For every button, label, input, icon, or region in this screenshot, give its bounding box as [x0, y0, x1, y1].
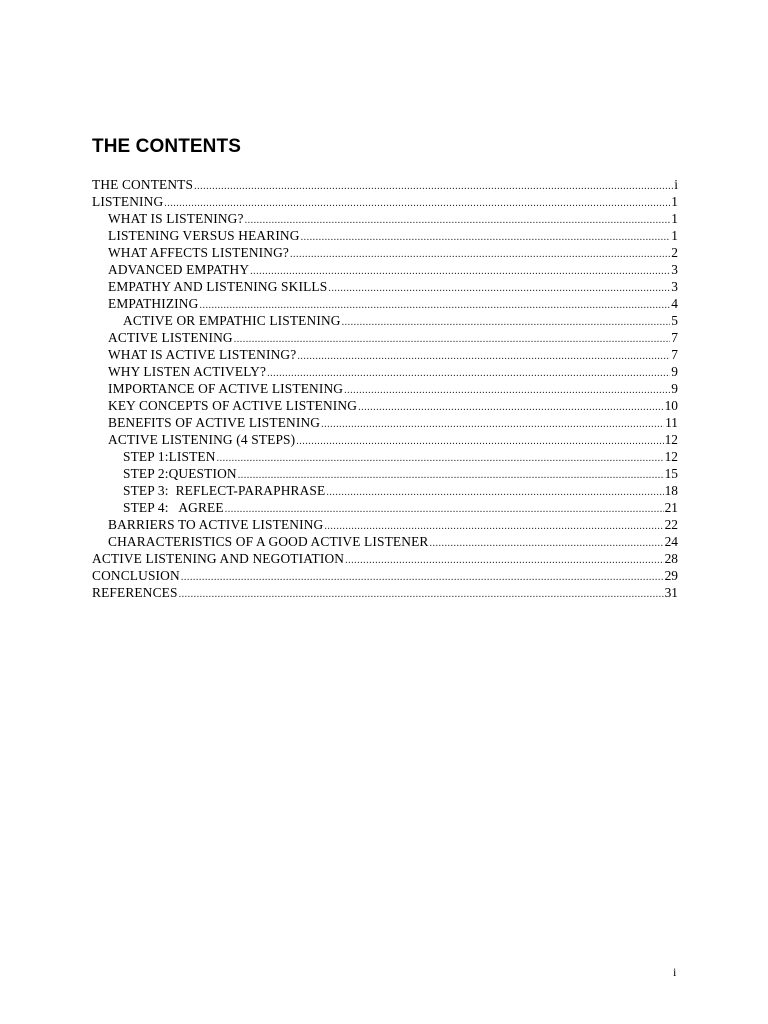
toc-entry-page-number: 24 [664, 534, 678, 549]
toc-entry-page-number: 3 [671, 279, 678, 294]
toc-entry-page-number: 9 [671, 364, 678, 379]
toc-entry-label: STEP 4: AGREE [123, 500, 224, 515]
toc-entry-label: THE CONTENTS [92, 177, 194, 192]
toc-entry-label: EMPATHIZING [108, 296, 199, 311]
toc-entry[interactable] [92, 448, 678, 465]
toc-entry-page-number: 12 [664, 449, 678, 464]
toc-dot-leader [321, 416, 664, 433]
toc-entry[interactable] [92, 414, 678, 431]
toc-entry[interactable] [92, 533, 678, 550]
toc-entry[interactable] [92, 584, 678, 601]
toc-dot-leader [234, 331, 671, 348]
toc-dot-leader [245, 212, 671, 229]
toc-entry-label: BENEFITS OF ACTIVE LISTENING [108, 415, 321, 430]
toc-entry-page-number: 22 [664, 517, 678, 532]
toc-entry-page-number: 21 [664, 500, 678, 515]
toc-entry[interactable] [92, 397, 678, 414]
toc-entry-label: STEP 2:QUESTION [123, 466, 237, 481]
toc-entry[interactable] [92, 567, 678, 584]
toc-entry-page-number: 29 [664, 568, 678, 583]
toc-entry-label: WHAT AFFECTS LISTENING? [108, 245, 289, 260]
toc-dot-leader [179, 586, 664, 603]
toc-entry-page-number: 1 [671, 211, 678, 226]
toc-entry[interactable] [92, 278, 678, 295]
toc-entry-label: LISTENING [92, 194, 164, 209]
toc-entry-page-number: 15 [664, 466, 678, 481]
toc-entry-page-number: 18 [664, 483, 678, 498]
toc-entry-page-number: 28 [664, 551, 678, 566]
toc-entry-label: LISTENING VERSUS HEARING [108, 228, 300, 243]
toc-dot-leader [194, 178, 673, 195]
toc-entry-page-number: 1 [671, 228, 678, 243]
toc-dot-leader [296, 433, 663, 450]
toc-entry[interactable] [92, 465, 678, 482]
toc-entry[interactable] [92, 380, 678, 397]
toc-entry-label: KEY CONCEPTS OF ACTIVE LISTENING [108, 398, 358, 413]
toc-entry-page-number: 12 [664, 432, 678, 447]
toc-entry[interactable] [92, 193, 678, 210]
toc-entry-page-number: 10 [664, 398, 678, 413]
toc-entry-label: EMPATHY AND LISTENING SKILLS [108, 279, 328, 294]
toc-entry-label: IMPORTANCE OF ACTIVE LISTENING [108, 381, 344, 396]
toc-entry-page-number: 31 [664, 585, 678, 600]
toc-entry[interactable] [92, 516, 678, 533]
toc-dot-leader [326, 484, 663, 501]
toc-entry-label: BARRIERS TO ACTIVE LISTENING [108, 517, 324, 532]
toc-entry[interactable] [92, 499, 678, 516]
toc-entry-page-number: 4 [671, 296, 678, 311]
toc-entry-label: ADVANCED EMPATHY [108, 262, 250, 277]
toc-dot-leader [358, 399, 664, 416]
toc-dot-leader [290, 246, 670, 263]
toc-dot-leader [345, 552, 663, 569]
toc-entry[interactable] [92, 244, 678, 261]
toc-dot-leader [429, 535, 663, 552]
toc-entry-label: STEP 3: REFLECT-PARAPHRASE [123, 483, 326, 498]
toc-entry-label: CHARACTERISTICS OF A GOOD ACTIVE LISTENER [108, 534, 429, 549]
toc-entry-label: ACTIVE LISTENING (4 STEPS) [108, 432, 296, 447]
toc-dot-leader [297, 348, 670, 365]
toc-entry[interactable] [92, 227, 678, 244]
toc-dot-leader [217, 450, 664, 467]
toc-entry-label: WHY LISTEN ACTIVELY? [108, 364, 267, 379]
toc-entry[interactable] [92, 550, 678, 567]
toc-entry-label: WHAT IS LISTENING? [108, 211, 244, 226]
toc-dot-leader [342, 314, 671, 331]
toc-dot-leader [328, 280, 670, 297]
toc-entry-page-number: 5 [671, 313, 678, 328]
toc-entry-page-number: 9 [671, 381, 678, 396]
toc-entry-page-number: 11 [665, 415, 678, 430]
toc-entry-page-number: 1 [671, 194, 678, 209]
toc-entry-page-number: 3 [671, 262, 678, 277]
toc-entry-page-number: 7 [671, 330, 678, 345]
toc-entry-label: CONCLUSION [92, 568, 180, 583]
toc-entry-page-number: 7 [671, 347, 678, 362]
toc-entry[interactable] [92, 210, 678, 227]
toc-entry[interactable] [92, 176, 678, 193]
toc-dot-leader [301, 229, 671, 246]
toc-dot-leader [181, 569, 664, 586]
toc-entry[interactable] [92, 261, 678, 278]
toc-entry[interactable] [92, 312, 678, 329]
toc-entry[interactable] [92, 482, 678, 499]
toc-entry-page-number: i [674, 177, 678, 192]
toc-entry[interactable] [92, 295, 678, 312]
toc-entry-label: ACTIVE OR EMPATHIC LISTENING [123, 313, 341, 328]
toc-entry-label: ACTIVE LISTENING AND NEGOTIATION [92, 551, 345, 566]
toc-entry[interactable] [92, 363, 678, 380]
toc-entry-label: WHAT IS ACTIVE LISTENING? [108, 347, 297, 362]
toc-entry[interactable] [92, 329, 678, 346]
toc-entry[interactable] [92, 431, 678, 448]
toc-entry[interactable] [92, 346, 678, 363]
toc-dot-leader [344, 382, 670, 399]
page-number: i [673, 965, 677, 979]
toc-entry-label: REFERENCES [92, 585, 178, 600]
toc-entry-label: STEP 1:LISTEN [123, 449, 216, 464]
page-title: THE CONTENTS [92, 136, 241, 157]
toc-entry-page-number: 2 [671, 245, 678, 260]
toc-entry-label: ACTIVE LISTENING [108, 330, 233, 345]
table-of-contents [92, 176, 678, 601]
